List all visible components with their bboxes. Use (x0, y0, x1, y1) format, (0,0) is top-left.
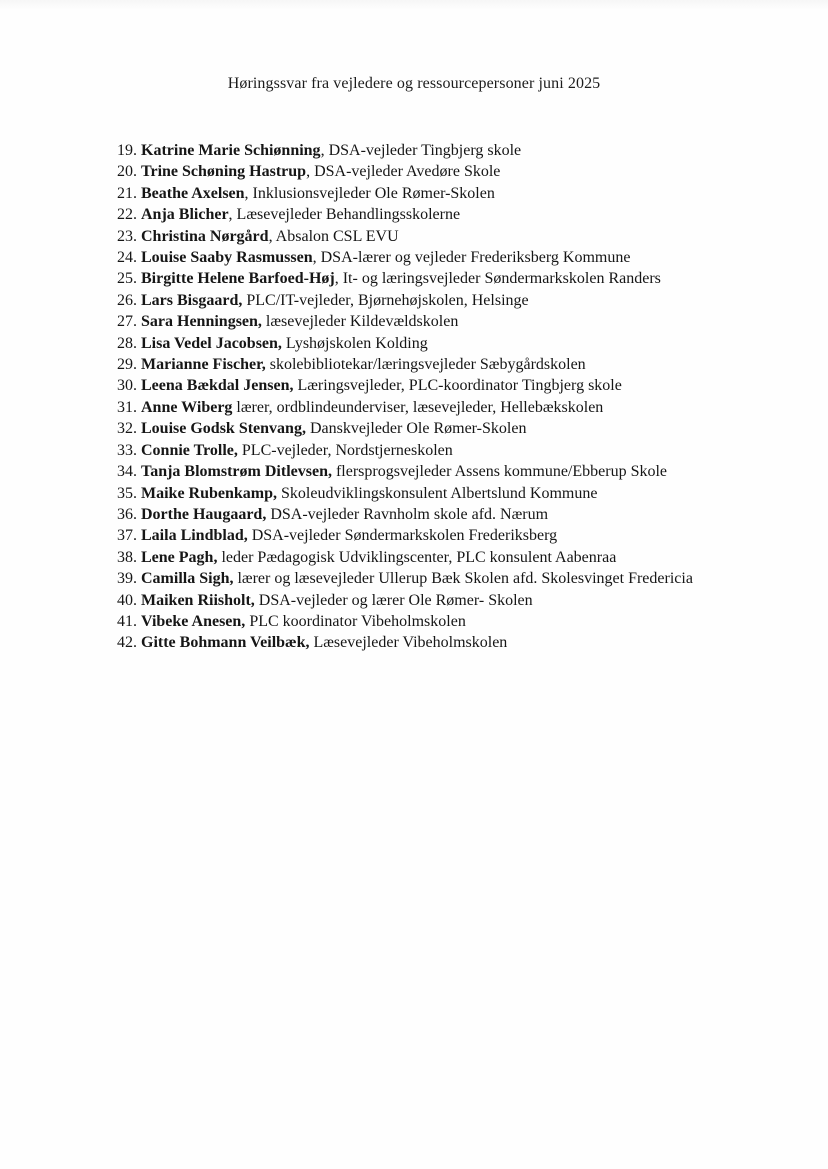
entry-role: PLC-vejleder, Nordstjerneskolen (237, 441, 453, 459)
entry-number: 40. (117, 591, 137, 609)
entry-name: Leena Bækdal Jensen, (141, 377, 294, 395)
entry-name: Maike Rubenkamp, (141, 484, 278, 502)
entry-number: 26. (117, 291, 137, 309)
list-item (117, 504, 798, 525)
entry-number: 41. (117, 612, 137, 630)
list-item (117, 354, 798, 375)
entry-role: , DSA-vejleder Tingbjerg skole (320, 142, 522, 159)
entry-name: Gitte Bohmann Veilbæk, (141, 634, 310, 652)
list-item (117, 418, 798, 439)
entry-role: Læringsvejleder, PLC-koordinator Tingbjerg skole (293, 377, 622, 395)
entry-role: , DSA-vejleder Avedøre Skole (306, 163, 501, 181)
entry-number: 29. (117, 356, 137, 374)
entry-role: DSA-vejleder og lærer Ole Rømer- Skolen (254, 591, 533, 609)
list-item (117, 568, 798, 589)
entry-role: Læsevejleder Vibeholmskolen (309, 634, 508, 652)
entry-number: 39. (117, 570, 137, 588)
entry-role: lærer og læsevejleder Ullerup Bæk Skolen afd. Skolesvinget Fredericia (233, 570, 693, 588)
list-item (117, 611, 798, 632)
entry-role: , DSA-lærer og vejleder Frederiksberg Kommune (312, 249, 631, 267)
entry-number: 25. (117, 270, 137, 288)
entry-name: Camilla Sigh, (141, 570, 234, 588)
entry-name: Sara Henningsen, (141, 313, 262, 331)
entry-number: 33. (117, 441, 137, 459)
entry-number: 32. (117, 420, 137, 438)
entry-number: 22. (117, 206, 137, 224)
list-item (117, 590, 798, 611)
entry-role: DSA-vejleder Ravnholm skole afd. Nærum (266, 505, 549, 523)
entry-number: 27. (117, 313, 137, 331)
scan-edge-artifact (0, 0, 828, 10)
entry-name: Connie Trolle, (141, 441, 238, 459)
entry-name: Trine Schøning Hastrup (141, 163, 307, 181)
list-item (117, 461, 798, 482)
entry-name: Katrine Marie Schiønning (141, 142, 321, 159)
list-item (117, 140, 798, 161)
entry-name: Dorthe Haugaard, (141, 505, 267, 523)
entry-name: Christina Nørgård (141, 227, 269, 245)
signatory-list (117, 140, 798, 654)
entry-role: flersprogsvejleder Assens kommune/Ebberup Skole (331, 463, 668, 481)
entry-number: 31. (117, 398, 137, 416)
entry-role: Danskvejleder Ole Rømer-Skolen (305, 420, 527, 438)
entry-role: PLC koordinator Vibeholmskolen (245, 612, 466, 630)
entry-name: Lisa Vedel Jacobsen, (141, 334, 282, 352)
entry-name: Birgitte Helene Barfoed-Høj (141, 270, 335, 288)
entry-role: læsevejleder Kildevældskolen (261, 313, 459, 331)
entry-number: 24. (117, 249, 137, 267)
list-item (117, 632, 798, 653)
entry-name: Marianne Fischer, (141, 356, 266, 374)
list-item (117, 483, 798, 504)
entry-number: 20. (117, 163, 137, 181)
entry-number: 36. (117, 505, 137, 523)
entry-number: 23. (117, 227, 137, 245)
entry-role: DSA-vejleder Søndermarkskolen Frederiksberg (247, 527, 558, 545)
list-item (117, 397, 798, 418)
entry-role: Lyshøjskolen Kolding (281, 334, 428, 352)
entry-name: Lene Pagh, (141, 548, 218, 566)
list-item (117, 204, 798, 225)
entry-number: 21. (117, 184, 137, 202)
entry-name: Louise Saaby Rasmussen (141, 249, 313, 267)
entry-name: Tanja Blomstrøm Ditlevsen, (141, 463, 332, 481)
list-item (117, 375, 798, 396)
entry-number: 28. (117, 334, 137, 352)
list-item (117, 440, 798, 461)
entry-name: Lars Bisgaard, (141, 291, 243, 309)
entry-role: lærer, ordblindeunderviser, læsevejleder, Hellebækskolen (232, 398, 604, 416)
entry-name: Louise Godsk Stenvang, (141, 420, 306, 438)
list-item (117, 268, 798, 289)
list-item (117, 290, 798, 311)
entry-number: 42. (117, 634, 137, 652)
entry-name: Anne Wiberg (141, 398, 233, 416)
entry-role: , Absalon CSL EVU (268, 227, 399, 245)
list-item (117, 525, 798, 546)
entry-name: Laila Lindblad, (141, 527, 248, 545)
entry-role: leder Pædagogisk Udviklingscenter, PLC konsulent Aabenraa (217, 548, 617, 566)
list-item (117, 183, 798, 204)
entry-name: Maiken Riisholt, (141, 591, 255, 609)
entry-number: 37. (117, 527, 137, 545)
document-title: Høringssvar fra vejledere og ressourcepersoner juni 2025 (227, 75, 601, 92)
list-item (117, 226, 798, 247)
entry-name: Anja Blicher (141, 206, 229, 224)
list-item (117, 333, 798, 354)
entry-number: 19. (117, 142, 137, 159)
entry-role: , It- og læringsvejleder Søndermarkskolen Randers (334, 270, 661, 288)
entry-number: 35. (117, 484, 137, 502)
entry-role: , Læsevejleder Behandlingsskolerne (228, 206, 461, 224)
list-item (117, 547, 798, 568)
entry-role: , Inklusionsvejleder Ole Rømer-Skolen (244, 184, 495, 202)
entry-number: 30. (117, 377, 137, 395)
list-item (117, 311, 798, 332)
entry-role: PLC/IT-vejleder, Bjørnehøjskolen, Helsinge (242, 291, 529, 309)
list-item (117, 247, 798, 268)
entry-number: 34. (117, 463, 137, 481)
entry-role: skolebibliotekar/læringsvejleder Sæbygårdskolen (265, 356, 586, 374)
entry-role: Skoleudviklingskonsulent Albertslund Kommune (277, 484, 598, 502)
entry-name: Beathe Axelsen (141, 184, 245, 202)
entry-name: Vibeke Anesen, (141, 612, 246, 630)
entry-number: 38. (117, 548, 137, 566)
list-item (117, 161, 798, 182)
